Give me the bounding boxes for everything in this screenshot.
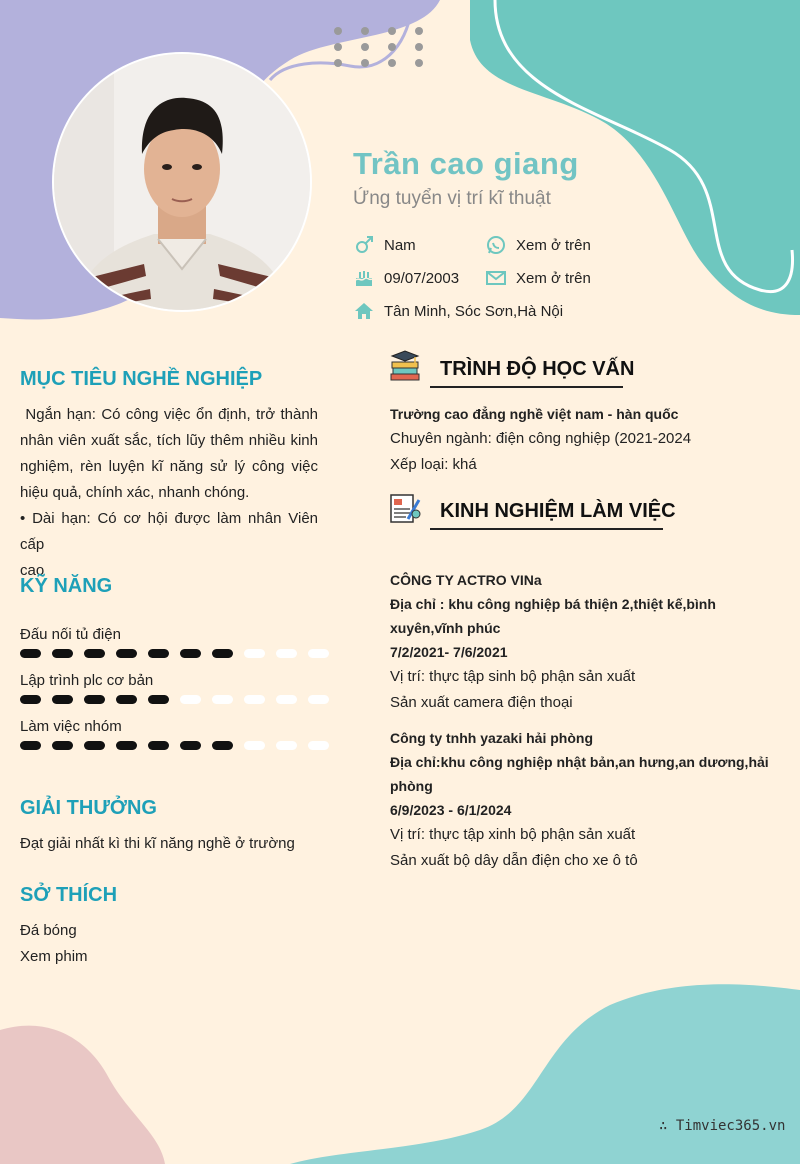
skill-segment-empty <box>308 695 329 704</box>
birthday-value: 09/07/2003 <box>384 269 460 287</box>
gender-icon <box>353 234 375 256</box>
company-address: Địa chỉ : khu công nghiệp bá thiện 2,thiệt kế,bình <box>390 596 716 612</box>
objective-heading: MỤC TIÊU NGHỀ NGHIỆP <box>20 368 263 390</box>
brand-logo-icon: ∴ <box>659 1118 676 1134</box>
skill-segment-filled <box>148 741 169 750</box>
skill-segment-filled <box>212 741 233 750</box>
skill-segment-filled <box>84 741 105 750</box>
skill-bar <box>20 695 329 704</box>
major: Chuyên ngành: điện công nghiệp (2021-2024 <box>390 430 692 447</box>
skill-label: Lập trình plc cơ bản <box>20 672 154 689</box>
skill-segment-filled <box>116 649 137 658</box>
candidate-name: Trần cao giang <box>353 146 579 181</box>
skill-segment-filled <box>116 695 137 704</box>
skill-segment-empty <box>276 741 297 750</box>
objective-line: • Dài hạn: Có cơ hội được làm nhân Viên cấp <box>20 510 318 553</box>
education-heading: TRÌNH ĐỘ HỌC VẤN <box>440 358 635 380</box>
award-item: Đạt giải nhất kì thi kĩ năng nghề ở trường <box>20 835 295 852</box>
skill-segment-filled <box>180 649 201 658</box>
address-value: Tân Minh, Sóc Sơn,Hà Nội <box>384 302 564 320</box>
contact-row-1 <box>485 234 591 256</box>
address-row <box>353 300 563 322</box>
objective-text <box>20 402 318 584</box>
email-icon <box>485 267 507 289</box>
graduation-books-icon <box>388 350 422 387</box>
skill-segment-empty <box>244 741 265 750</box>
skill-segment-filled <box>116 741 137 750</box>
education-underline <box>430 386 623 388</box>
gender-value: Nam <box>384 236 416 254</box>
birthday-cake-icon <box>353 267 375 289</box>
objective-line: cao <box>20 562 45 579</box>
skill-segment-filled <box>52 649 73 658</box>
contact-value-2: Xem ở trên <box>516 269 591 287</box>
brand-name: Timviec365.vn <box>675 1118 786 1134</box>
skill-segment-empty <box>244 695 265 704</box>
skill-segment-filled <box>84 695 105 704</box>
chat-icon <box>485 234 507 256</box>
contact-row-2 <box>485 267 591 289</box>
skill-segment-empty <box>212 695 233 704</box>
rank: Xếp loại: khá <box>390 456 477 473</box>
objective-line: Ngắn hạn: Có công việc ổn định, trở thành <box>20 406 318 423</box>
skill-segment-filled <box>180 741 201 750</box>
skill-segment-filled <box>148 695 169 704</box>
skill-segment-filled <box>20 741 41 750</box>
skill-segment-filled <box>20 649 41 658</box>
hobbies-heading: SỞ THÍCH <box>20 884 118 906</box>
hobby-item: Xem phim <box>20 948 88 965</box>
skill-label: Làm việc nhóm <box>20 718 122 735</box>
job-position: Vị trí: thực tập xinh bộ phận sản xuất <box>390 826 636 843</box>
skill-segment-filled <box>20 695 41 704</box>
skill-segment-empty <box>308 741 329 750</box>
skill-segment-empty <box>276 695 297 704</box>
birthday-row <box>353 267 459 289</box>
objective-line: hiệu quả, chính xác, nhanh chóng. <box>20 484 250 501</box>
profile-photo <box>52 52 312 312</box>
skill-segment-filled <box>52 695 73 704</box>
awards-heading: GIẢI THƯỞNG <box>20 797 157 819</box>
footer-brand <box>659 1118 785 1134</box>
company-address: phòng <box>390 778 433 794</box>
school-name: Trường cao đẳng nghề việt nam - hàn quốc <box>390 406 679 422</box>
job-description: Sản xuất camera điện thoại <box>390 694 573 711</box>
home-icon <box>353 300 375 322</box>
job-dates: 6/9/2023 - 6/1/2024 <box>390 802 512 818</box>
contact-value-1: Xem ở trên <box>516 236 591 254</box>
job-dates: 7/2/2021- 7/6/2021 <box>390 644 508 660</box>
objective-line: nhân viên xuất sắc, tích lũy thêm nhiều kinh <box>20 432 318 449</box>
skill-segment-empty <box>244 649 265 658</box>
skill-segment-empty <box>180 695 201 704</box>
skill-segment-filled <box>148 649 169 658</box>
skill-bar <box>20 649 329 658</box>
gender-row <box>353 234 416 256</box>
skill-label: Đấu nối tủ điện <box>20 626 121 643</box>
objective-line: nghiệm, rèn luyện kĩ năng sử lý công việc <box>20 458 318 475</box>
skill-segment-filled <box>52 741 73 750</box>
hobby-item: Đá bóng <box>20 922 77 939</box>
company-name: CÔNG TY ACTRO VINa <box>390 572 542 588</box>
company-address: Địa chỉ:khu công nghiệp nhật bản,an hưng,an dương,hải <box>390 754 769 770</box>
skill-segment-filled <box>84 649 105 658</box>
skills-heading: KỸ NĂNG <box>20 575 113 597</box>
company-name: Công ty tnhh yazaki hải phòng <box>390 730 593 746</box>
company-address: xuyên,vĩnh phúc <box>390 620 501 636</box>
skill-segment-empty <box>308 649 329 658</box>
skill-segment-empty <box>276 649 297 658</box>
experience-heading: KINH NGHIỆM LÀM VIỆC <box>440 500 676 522</box>
job-description: Sản xuất bộ dây dẫn điện cho xe ô tô <box>390 852 638 869</box>
skill-segment-filled <box>212 649 233 658</box>
work-document-icon <box>388 492 422 529</box>
experience-underline <box>430 528 663 530</box>
job-title: Ứng tuyển vị trí kĩ thuật <box>353 188 551 209</box>
skill-bar <box>20 741 329 750</box>
job-position: Vị trí: thực tập sinh bộ phận sản xuất <box>390 668 636 685</box>
